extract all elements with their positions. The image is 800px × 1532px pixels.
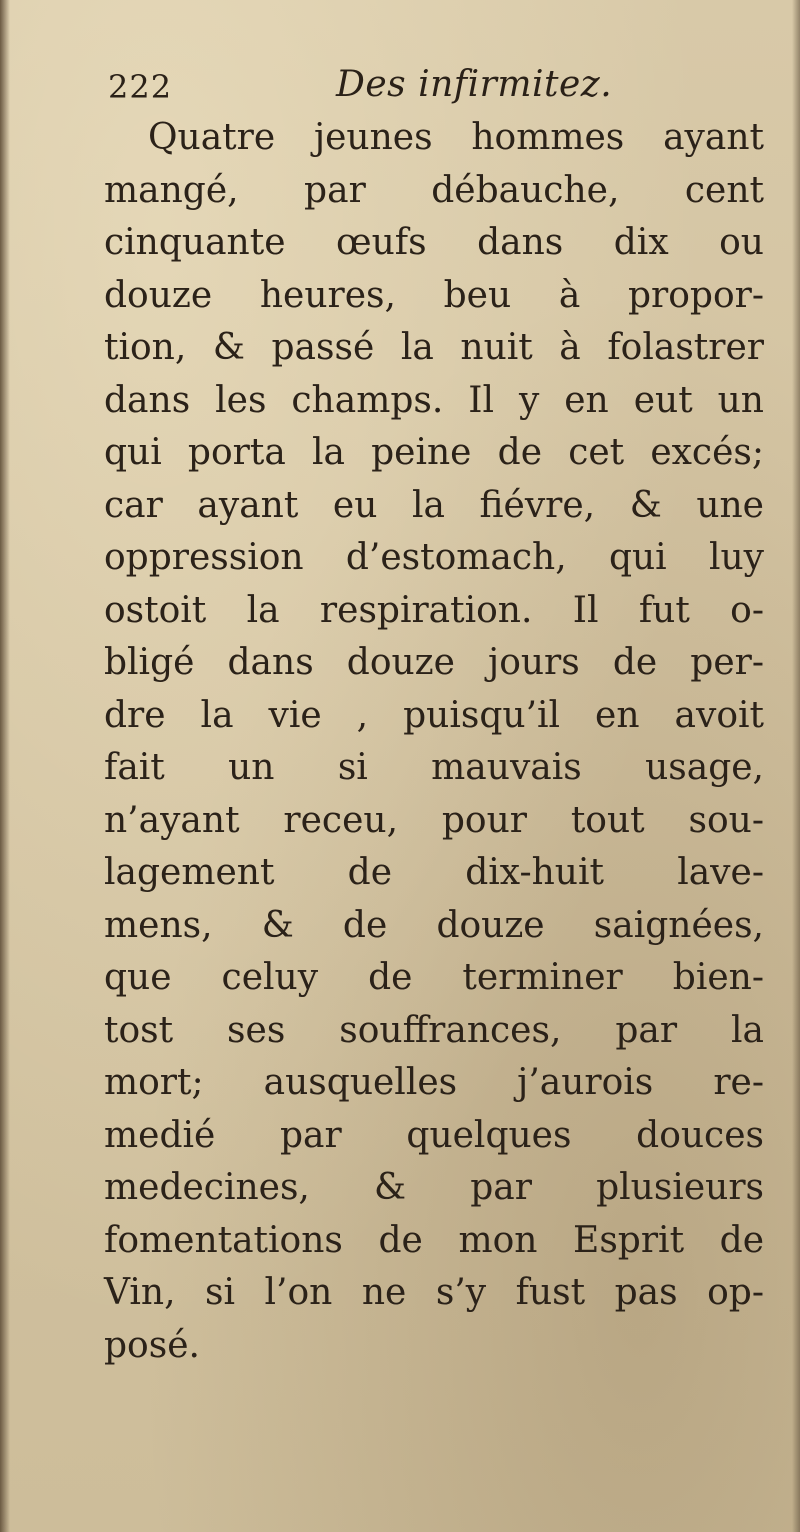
page-edge-shadow: [792, 0, 800, 1532]
text-line: bligé dans douze jours de per-: [104, 642, 764, 683]
text-line: douze heures, beu à propor-: [104, 274, 764, 316]
text-line: mens, & de douze saignées,: [104, 904, 764, 946]
text-line: Quatre jeunes hommes ayant: [148, 117, 764, 158]
text-line: tost ses souffrances, par la: [104, 1009, 764, 1051]
text-line: lagement de dix-huit lave-: [104, 852, 764, 893]
page-number: 222: [108, 68, 173, 106]
text-line: fait un si mauvais usage,: [104, 747, 764, 788]
text-line: oppression d’estomach, qui luy: [104, 537, 764, 578]
page-gutter-shadow: [0, 0, 10, 1532]
text-line: mort; ausquelles j’aurois re-: [104, 1062, 764, 1103]
text-line: posé.: [104, 1324, 200, 1366]
text-line: fomentations de mon Esprit de: [104, 1219, 764, 1261]
text-line: que celuy de terminer bien-: [104, 957, 764, 998]
text-line: cinquante œufs dans dix ou: [104, 222, 764, 263]
text-line: n’ayant receu, pour tout sou-: [104, 799, 764, 841]
text-line: medié par quelques douces: [104, 1114, 764, 1156]
body-text: [104, 112, 764, 1372]
text-line: tion, & passé la nuit à folastrer: [104, 327, 764, 368]
text-line: dans les champs. Il y en eut un: [104, 379, 764, 421]
text-line: dre la vie , puisqu’il en avoit: [104, 694, 764, 736]
text-line: qui porta la peine de cet excés;: [104, 432, 764, 473]
text-line: car ayant eu la fiévre, & une: [104, 484, 764, 526]
text-line: mangé, par débauche, cent: [104, 169, 764, 211]
text-line: Vin, si l’on ne s’y fust pas op-: [104, 1272, 764, 1313]
text-line: medecines, & par plusieurs: [104, 1167, 764, 1208]
text-line: ostoit la respiration. Il fut o-: [104, 589, 764, 631]
page-header: [108, 60, 748, 110]
running-head: Des infirmitez.: [336, 64, 613, 105]
